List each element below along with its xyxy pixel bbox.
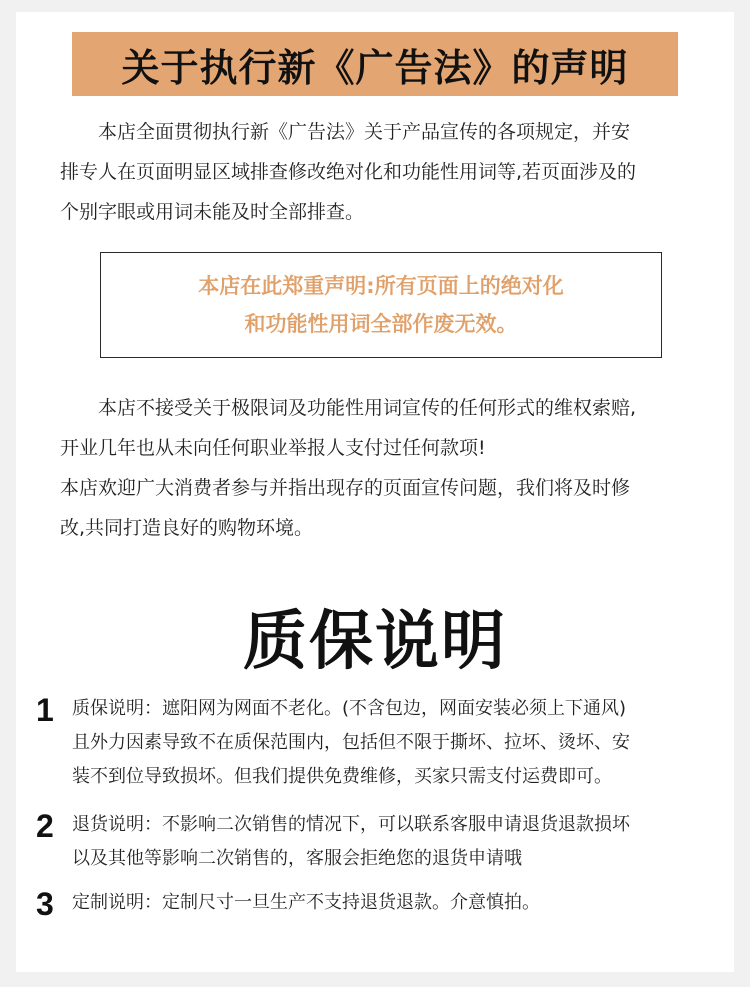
intro-line: 个别字眼或用词未能及时全部排查。: [60, 201, 365, 223]
header-banner: [72, 32, 678, 96]
intro-line: 本店全面贯彻执行新《广告法》关于产品宣传的各项规定，并安: [98, 121, 631, 143]
item-text: [72, 692, 718, 794]
statement-line: 本店不接受关于极限词及功能性用词宣传的任何形式的维权索赔,: [98, 397, 637, 419]
item-line: 以及其他等影响二次销售的，客服会拒绝您的退货申请哦: [72, 848, 522, 869]
item-line: 且外力因素导致不在质保范围内，包括但不限于撕坏、拉坏、烫坏、安: [72, 732, 630, 753]
item-number: 3: [36, 886, 54, 922]
notice-line-2: 和功能性用词全部作废无效。: [244, 312, 518, 336]
item-line: 装不到位导致损坏。但我们提供免费维修，买家只需支付运费即可。: [72, 766, 612, 787]
warranty-title: 质保说明: [243, 605, 507, 679]
item-line: 质保说明：遮阳网为网面不老化。(不含包边，网面安装必须上下通风): [72, 698, 627, 719]
item-text: [72, 886, 718, 920]
item-number: 1: [36, 692, 54, 728]
item-text: [72, 808, 718, 876]
notice-line-1: 本店在此郑重声明:所有页面上的绝对化: [198, 274, 564, 298]
item-number: 2: [36, 808, 54, 844]
notice-box: [100, 252, 662, 358]
statement-paragraph: [60, 388, 696, 548]
page-title: 关于执行新《广告法》的声明: [121, 45, 629, 90]
statement-line: 开业几年也从未向任何职业举报人支付过任何款项!: [60, 437, 486, 459]
page-card: [16, 12, 734, 972]
intro-line: 排专人在页面明显区域排查修改绝对化和功能性用词等,若页面涉及的: [60, 161, 637, 183]
item-line: 退货说明：不影响二次销售的情况下，可以联系客服申请退货退款损坏: [72, 814, 630, 835]
statement-line: 本店欢迎广大消费者参与并指出现存的页面宣传问题，我们将及时修: [60, 477, 631, 499]
statement-line: 改,共同打造良好的购物环境。: [60, 517, 314, 539]
item-line: 定制说明：定制尺寸一旦生产不支持退货退款。介意慎拍。: [72, 892, 540, 913]
intro-paragraph: [60, 112, 696, 232]
